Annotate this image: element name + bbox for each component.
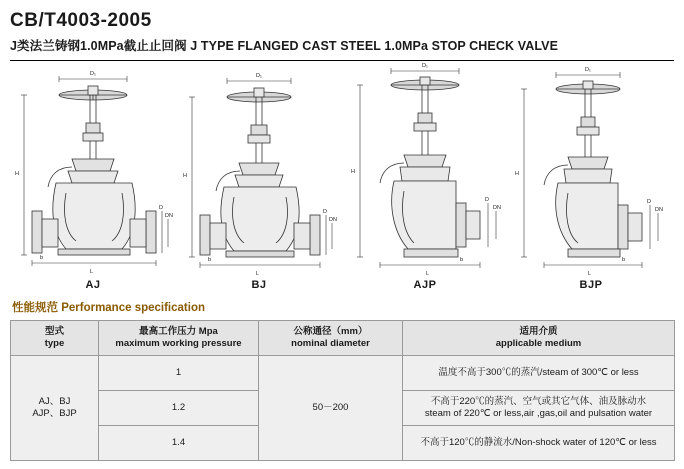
performance-heading: 性能规范 Performance specification	[12, 302, 205, 314]
col-type-en: type	[44, 338, 65, 349]
dim-d1-bj: D₁	[256, 73, 262, 79]
dim-b-bjp: b	[622, 257, 626, 263]
col-medium	[403, 321, 675, 356]
cell-type	[11, 356, 99, 461]
col-pressure-en: maximum working pressure	[115, 338, 242, 349]
medium-1-cn: 温度不高于300℃的蒸汽/steam of 300℃ or less	[438, 367, 639, 378]
cell-nominal-diameter: 50－200	[259, 356, 403, 461]
performance-table	[10, 320, 675, 461]
type-line-2: AJP、BJP	[32, 408, 77, 419]
dim-dn-aj: DN	[165, 213, 173, 219]
table-row	[11, 356, 675, 391]
dim-d-bjp: D	[647, 199, 651, 205]
dim-d1-aj: D₁	[90, 71, 96, 77]
cell-medium-2	[403, 391, 675, 426]
dim-d1-bjp: D₁	[585, 67, 591, 73]
dim-l-ajp: L	[426, 271, 430, 277]
col-type	[11, 321, 99, 356]
page-title: J类法兰铸钢1.0MPa截止止回阀 J TYPE FLANGED CAST STEEL 1.0MPa STOP CHECK VALVE	[10, 39, 559, 53]
dim-h-aj: H	[15, 171, 19, 177]
type-line-1: AJ、BJ	[38, 396, 71, 407]
col-type-cn: 型式	[44, 326, 64, 337]
valve-diagram-ajp	[342, 63, 508, 277]
table-header-row	[11, 321, 675, 356]
dim-l-bjp: L	[588, 271, 592, 277]
dim-h-bj: H	[183, 173, 187, 179]
dim-d-aj: D	[159, 205, 163, 211]
col-medium-cn: 适用介质	[519, 326, 558, 337]
figure-aj	[10, 63, 176, 293]
dim-dn-ajp: DN	[493, 205, 501, 211]
dim-l-bj: L	[256, 271, 260, 277]
cell-pressure-3: 1.4	[99, 426, 259, 461]
figure-ajp	[342, 63, 508, 293]
valve-diagram-bjp	[508, 63, 674, 277]
figure-label-ajp: AJP	[413, 279, 437, 291]
figure-label-bjp: BJP	[579, 279, 603, 291]
medium-3-cn: 不高于120℃的静流水/Non-shock water of 120℃ or less	[420, 437, 657, 448]
cell-pressure-2: 1.2	[99, 391, 259, 426]
dim-b-bj: b	[208, 257, 212, 263]
dim-d-ajp: D	[485, 197, 489, 203]
dim-dn-bj: DN	[329, 217, 337, 223]
col-diameter	[259, 321, 403, 356]
dim-b-ajp: b	[460, 257, 464, 263]
standard-code: CB/T4003-2005	[10, 10, 152, 31]
medium-2-cn: 不高于220℃的蒸汽、空气或其它气体、油及脉动水	[430, 396, 647, 407]
cell-medium-3	[403, 426, 675, 461]
col-diameter-cn: 公称通径（mm）	[293, 326, 368, 337]
cell-pressure-1: 1	[99, 356, 259, 391]
dim-h-ajp: H	[351, 169, 355, 175]
figure-bjp	[508, 63, 674, 293]
valve-diagram-bj	[176, 63, 342, 277]
valve-diagram-aj	[10, 63, 176, 277]
col-diameter-en: nominal diameter	[291, 338, 370, 349]
header-divider	[10, 60, 674, 61]
figure-label-bj: BJ	[251, 279, 267, 291]
dim-l-aj: L	[90, 269, 94, 275]
figure-label-aj: AJ	[85, 279, 101, 291]
col-medium-en: applicable medium	[495, 338, 582, 349]
dim-d1-ajp: D₁	[422, 63, 428, 69]
col-pressure-cn: 最高工作压力 Mpa	[139, 326, 218, 337]
valve-drawings	[10, 63, 674, 293]
dim-d-bj: D	[323, 209, 327, 215]
dim-dn-bjp: DN	[655, 207, 663, 213]
col-pressure	[99, 321, 259, 356]
figure-bj	[176, 63, 342, 293]
dim-h-bjp: H	[515, 171, 519, 177]
cell-medium-1	[403, 356, 675, 391]
dim-b-aj: b	[40, 255, 44, 261]
medium-2-en: steam of 220℃ or less,air ,gas,oil and pulsation water	[424, 408, 653, 419]
